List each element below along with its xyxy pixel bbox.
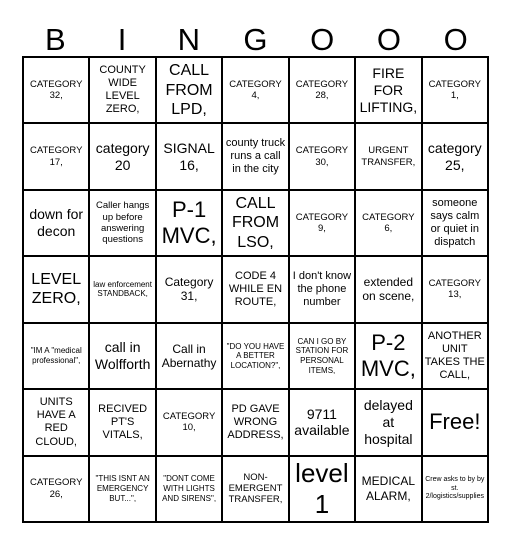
bingo-cell[interactable] <box>289 456 355 522</box>
bingo-cell[interactable] <box>222 123 288 189</box>
bingo-cell-text: CALL FROM LPD, <box>165 62 213 118</box>
bingo-cell-text: 9711 available <box>294 405 350 439</box>
bingo-cell[interactable] <box>89 123 155 189</box>
header-letter: O <box>310 22 335 57</box>
bingo-cell-text: Free! <box>429 409 481 435</box>
bingo-cell[interactable] <box>89 190 155 256</box>
bingo-cell[interactable] <box>289 190 355 256</box>
bingo-cell[interactable] <box>289 323 355 389</box>
bingo-cell[interactable] <box>89 323 155 389</box>
bingo-cell[interactable] <box>289 389 355 455</box>
bingo-cell[interactable] <box>422 57 488 123</box>
bingo-cell[interactable] <box>222 190 288 256</box>
bingo-cell-text: UNITS HAVE A RED CLOUD, <box>35 395 77 448</box>
bingo-cell-text: COUNTY WIDE LEVEL ZERO, <box>99 63 146 116</box>
bingo-cell-text: extended on scene, <box>362 275 415 304</box>
header-letter: I <box>117 22 127 57</box>
bingo-cell-text: CATEGORY 30, <box>295 145 349 168</box>
bingo-cell-text: Category 31, <box>164 275 214 304</box>
header-letter: B <box>45 22 66 57</box>
bingo-cell[interactable] <box>156 123 222 189</box>
bingo-cell[interactable] <box>89 456 155 522</box>
bingo-cell-text: CATEGORY 32, <box>29 78 83 102</box>
bingo-cell[interactable] <box>422 256 488 322</box>
bingo-cell[interactable] <box>422 123 488 189</box>
bingo-cell[interactable] <box>422 389 488 455</box>
bingo-cell[interactable] <box>156 190 222 256</box>
bingo-cell-text: Call in Abernathy <box>161 341 217 370</box>
bingo-cell-text: P-2 MVC, <box>360 329 416 381</box>
bingo-cell-text: level 1 <box>295 457 349 519</box>
bingo-cell-text: CATEGORY 28, <box>295 78 349 102</box>
bingo-cell-text: CAN I GO BY STATION FOR PERSONAL ITEMS, <box>295 336 349 375</box>
bingo-cell-text: "IM A "medical professional", <box>30 346 82 365</box>
bingo-cell[interactable] <box>355 323 421 389</box>
bingo-cell[interactable] <box>355 123 421 189</box>
bingo-cell[interactable] <box>156 389 222 455</box>
bingo-cell[interactable] <box>355 57 421 123</box>
bingo-cell-text: "DO YOU HAVE A BETTER LOCATION?", <box>226 341 285 370</box>
bingo-cell[interactable] <box>156 57 222 123</box>
bingo-cell[interactable] <box>23 57 89 123</box>
bingo-cell[interactable] <box>156 256 222 322</box>
bingo-cell-text: FIRE FOR LIFTING, <box>359 65 418 115</box>
bingo-cell-text: CATEGORY 13, <box>428 278 481 301</box>
bingo-cell-text: down for decon <box>29 206 84 240</box>
bingo-cell-text: CODE 4 WHILE EN ROUTE, <box>228 269 283 309</box>
bingo-cell-text: PD GAVE WRONG ADDRESS, <box>227 402 284 441</box>
bingo-cell[interactable] <box>289 123 355 189</box>
bingo-cell-text: county truck runs a call in the city <box>225 136 286 176</box>
bingo-cell-text: NON-EMERGENT TRANSFER, <box>228 471 283 506</box>
bingo-cell[interactable] <box>23 190 89 256</box>
bingo-cell-text: call in Wolfforth <box>94 339 151 372</box>
bingo-cell-text: RECIVED PT'S VITALS, <box>98 402 148 441</box>
bingo-cell-text: CATEGORY 9, <box>295 211 349 235</box>
bingo-cell[interactable] <box>156 456 222 522</box>
bingo-cell-text: CATEGORY 1, <box>428 78 481 102</box>
bingo-cell-text: I don't know the phone number <box>292 269 352 309</box>
bingo-cell-text: P-1 MVC, <box>161 196 217 249</box>
bingo-cell-text: CATEGORY 26, <box>29 477 83 500</box>
bingo-cell-text: category 20 <box>95 139 150 173</box>
bingo-cell[interactable] <box>355 256 421 322</box>
bingo-cell-text: CATEGORY 6, <box>362 211 415 235</box>
bingo-cell-text: Crew asks to by by st. 2/logistics/supplies <box>425 476 485 500</box>
bingo-cell[interactable] <box>355 190 421 256</box>
bingo-cell-text: "THIS ISNT AN EMERGENCY BUT...", <box>95 474 150 503</box>
bingo-cell-text: SIGNAL 16, <box>163 139 215 173</box>
bingo-cell-text: delayed at hospital <box>363 397 413 447</box>
header-letter: N <box>177 22 200 57</box>
bingo-cell-text: MEDICAL ALARM, <box>361 474 416 503</box>
bingo-cell[interactable] <box>89 57 155 123</box>
header-letter: G <box>243 22 268 57</box>
bingo-cell[interactable] <box>422 323 488 389</box>
bingo-header <box>22 22 489 56</box>
bingo-cell-text: law enforcement STANDBACK, <box>93 279 152 299</box>
bingo-cell[interactable] <box>422 456 488 522</box>
bingo-cell[interactable] <box>156 323 222 389</box>
bingo-cell[interactable] <box>422 190 488 256</box>
bingo-cell-text: ANOTHER UNIT TAKES THE CALL, <box>424 329 485 382</box>
bingo-cell[interactable] <box>89 389 155 455</box>
bingo-cell-text: LEVEL ZERO, <box>31 271 82 308</box>
bingo-cell[interactable] <box>222 256 288 322</box>
bingo-cell[interactable] <box>23 123 89 189</box>
bingo-cell-text: "DONT COME WITH LIGHTS AND SIRENS", <box>162 474 217 503</box>
bingo-cell[interactable] <box>23 389 89 455</box>
bingo-cell[interactable] <box>289 57 355 123</box>
bingo-cell-text: CATEGORY 4, <box>229 78 282 102</box>
bingo-cell[interactable] <box>355 456 421 522</box>
bingo-cell-text: CALL FROM LSO, <box>231 195 280 251</box>
bingo-cell-text: someone says calm or quiet in dispatch <box>430 196 480 249</box>
bingo-board <box>22 56 489 523</box>
bingo-cell-text: Caller hangs up before answering questions <box>95 200 150 246</box>
bingo-cell[interactable] <box>23 323 89 389</box>
bingo-cell[interactable] <box>222 456 288 522</box>
bingo-cell-text: category 25, <box>427 139 482 173</box>
header-letter: O <box>376 22 401 57</box>
bingo-cell-text: URGENT TRANSFER, <box>361 145 416 168</box>
bingo-cell-text: CATEGORY 17, <box>29 145 83 168</box>
bingo-cell[interactable] <box>222 323 288 389</box>
bingo-cell[interactable] <box>222 389 288 455</box>
bingo-cell[interactable] <box>289 256 355 322</box>
header-letter: O <box>443 22 468 57</box>
bingo-cell[interactable] <box>89 256 155 322</box>
bingo-cell[interactable] <box>355 389 421 455</box>
bingo-cell[interactable] <box>23 456 89 522</box>
bingo-cell[interactable] <box>222 57 288 123</box>
bingo-cell[interactable] <box>23 256 89 322</box>
bingo-cell-text: CATEGORY 10, <box>162 410 216 434</box>
